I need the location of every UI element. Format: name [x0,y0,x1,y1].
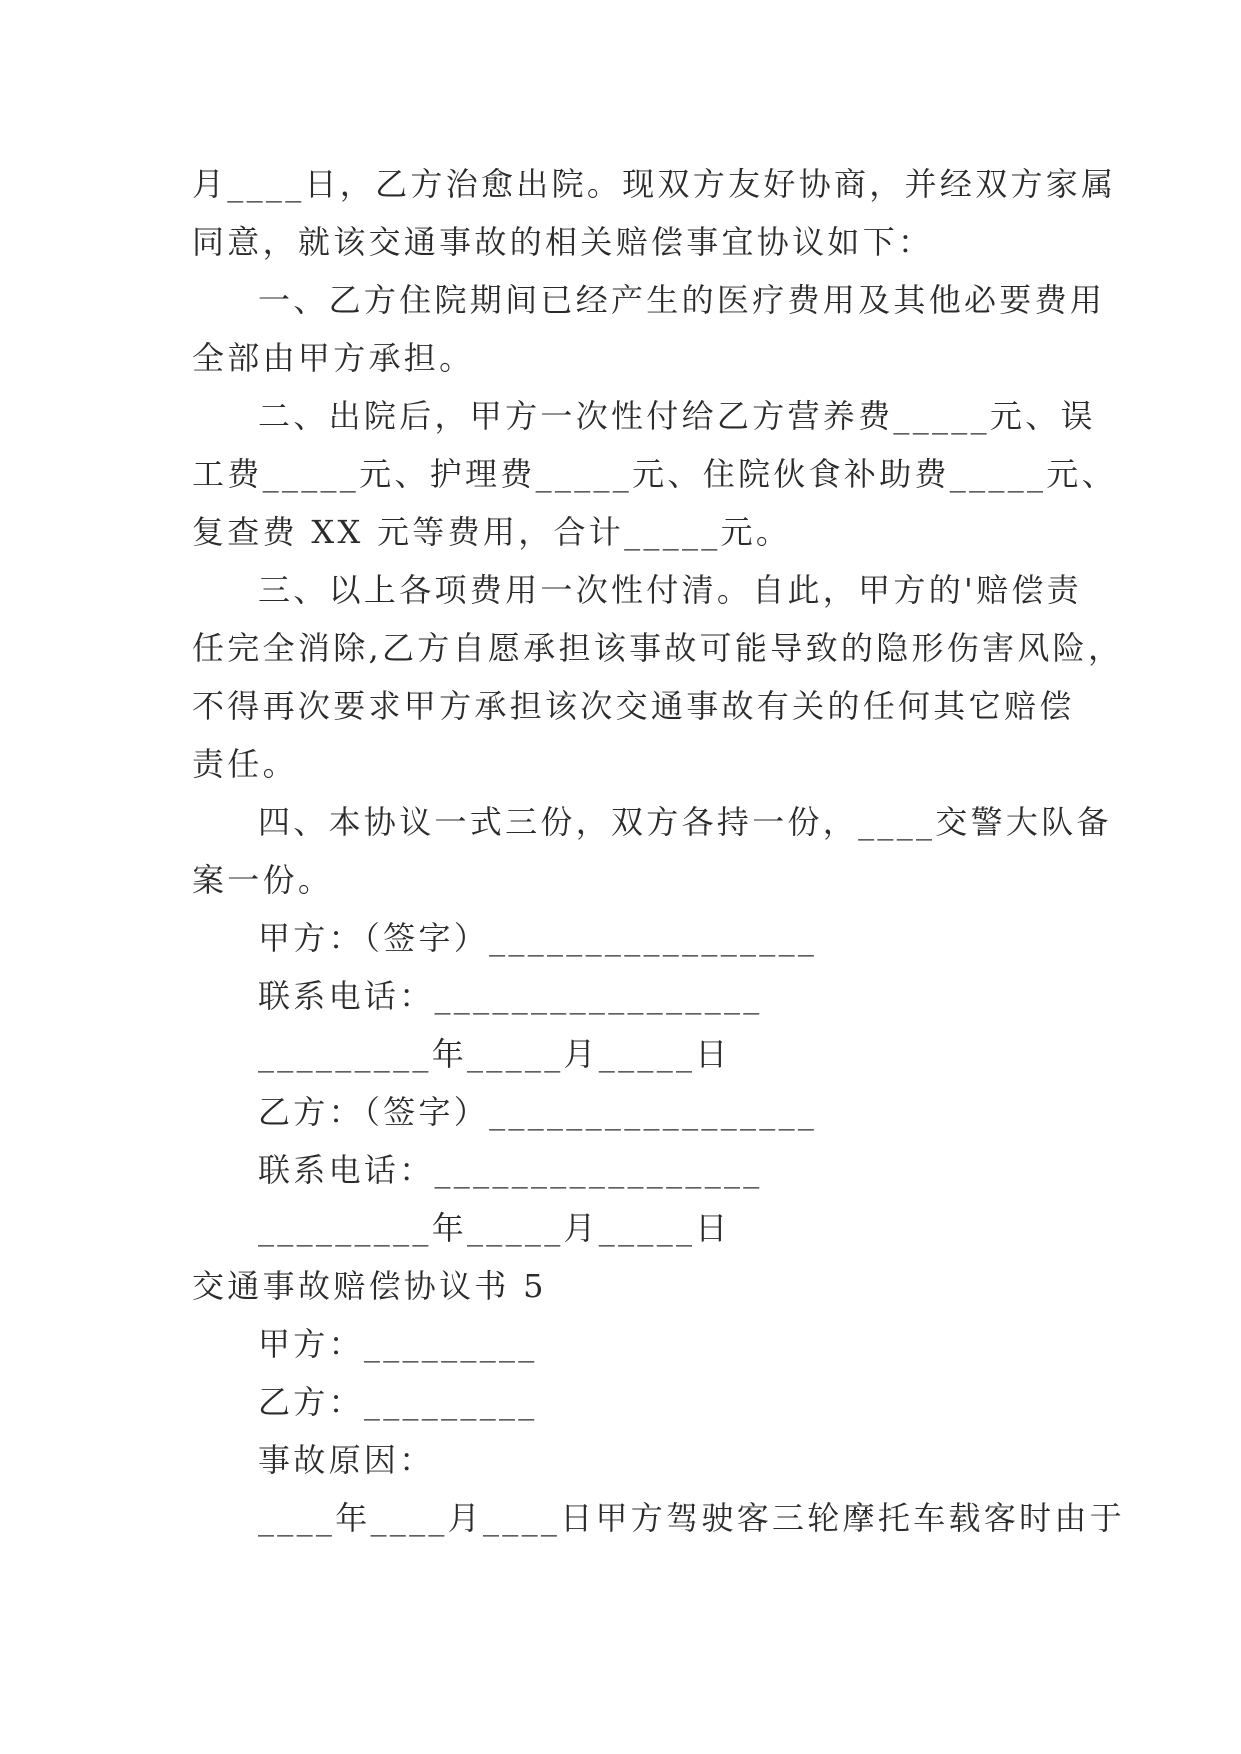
document-line: 二、出院后，甲方一次性付给乙方营养费_____元、误 [258,397,1096,435]
document-line: 任完全消除,乙方自愿承担该事故可能导致的隐形伤害风险， [192,629,1124,667]
document-line: 甲方：（签字）_________________ [258,919,818,957]
document-line: 案一份。 [192,861,334,899]
document-line: ____年____月____日甲方驾驶客三轮摩托车载客时由于 [258,1499,1126,1537]
document-line: 甲方：_________ [258,1325,538,1363]
document-line: 复查费 XX 元等费用，合计_____元。 [192,513,792,551]
document-line: 同意，就该交通事故的相关赔偿事宜协议如下： [192,223,934,261]
document-line: 乙方：（签字）_________________ [258,1093,818,1131]
document-line: 四、本协议一式三份，双方各持一份，____交警大队备 [258,803,1112,841]
document-body [192,155,1126,1547]
document-line: 乙方：_________ [258,1383,538,1421]
document-line: _________年_____月_____日 [258,1209,731,1247]
document-line: 联系电话：_________________ [258,1151,763,1189]
document-line: _________年_____月_____日 [258,1035,731,1073]
document-line: 责任。 [192,745,298,783]
document-line: 月____日，乙方治愈出院。现双方友好协商，并经双方家属 [192,165,1117,203]
document-line: 三、以上各项费用一次性付清。自此，甲方的'赔偿责 [258,571,1082,609]
document-line: 不得再次要求甲方承担该次交通事故有关的任何其它赔偿 [192,687,1075,725]
document-line: 全部由甲方承担。 [192,339,475,377]
document-line: 交通事故赔偿协议书 5 [192,1267,547,1305]
document-line: 事故原因： [258,1441,435,1479]
document-line: 联系电话：_________________ [258,977,763,1015]
document-line: 一、乙方住院期间已经产生的医疗费用及其他必要费用 [258,281,1106,319]
document-line: 工费_____元、护理费_____元、住院伙食补助费_____元、 [192,455,1117,493]
